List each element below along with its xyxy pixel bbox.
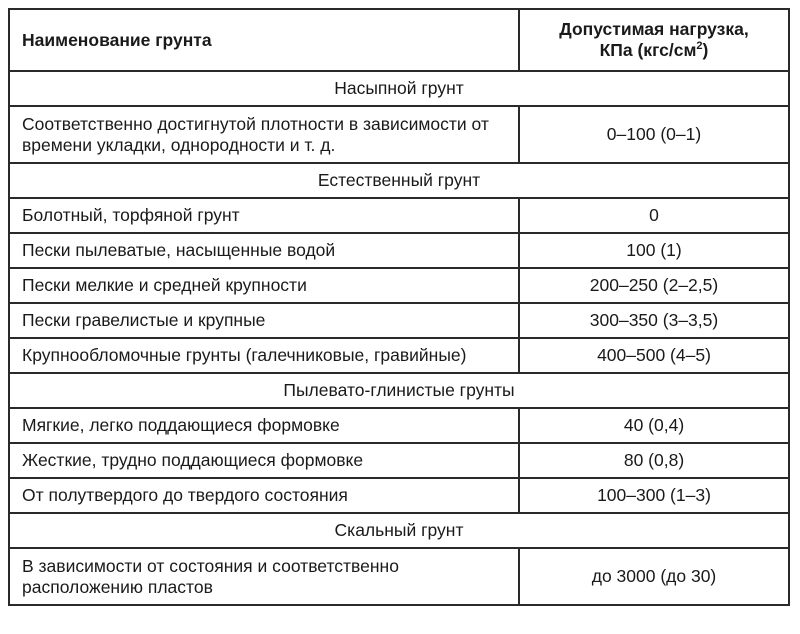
load-value-cell: 40 (0,4) xyxy=(519,408,789,443)
table-row xyxy=(9,443,789,478)
section-title: Скальный грунт xyxy=(9,513,789,548)
load-value-cell: 0 xyxy=(519,198,789,233)
load-value-cell: 80 (0,8) xyxy=(519,443,789,478)
header-allowed-load xyxy=(519,9,789,71)
soil-name-cell: Крупнообломочные грунты (галечниковые, гравийные) xyxy=(9,338,519,373)
soil-name-cell: Болотный, торфяной грунт xyxy=(9,198,519,233)
section-row xyxy=(9,373,789,408)
soil-name-cell: Пески пылеватые, насыщенные водой xyxy=(9,233,519,268)
table-row xyxy=(9,198,789,233)
header-load-tail: ) xyxy=(702,40,709,60)
section-row xyxy=(9,71,789,106)
table-row xyxy=(9,268,789,303)
section-title: Естественный грунт xyxy=(9,163,789,198)
load-value-cell: 400–500 (4–5) xyxy=(519,338,789,373)
soil-load-table xyxy=(8,8,790,606)
load-value-cell: 100–300 (1–3) xyxy=(519,478,789,513)
section-title: Насыпной грунт xyxy=(9,71,789,106)
table-row xyxy=(9,408,789,443)
load-value-cell: до 3000 (до 30) xyxy=(519,548,789,605)
section-title: Пылевато-глинистые грунты xyxy=(9,373,789,408)
soil-name-cell: Жесткие, трудно поддающиеся формовке xyxy=(9,443,519,478)
soil-name-cell: Мягкие, легко поддающиеся формовке xyxy=(9,408,519,443)
load-value-cell: 100 (1) xyxy=(519,233,789,268)
header-load-line1: Допустимая нагрузка, xyxy=(559,19,749,39)
table-row xyxy=(9,548,789,605)
table-row xyxy=(9,303,789,338)
soil-name-cell: От полутвердого до твердого состояния xyxy=(9,478,519,513)
table-row xyxy=(9,233,789,268)
header-row xyxy=(9,9,789,71)
soil-name-cell: Пески мелкие и средней крупности xyxy=(9,268,519,303)
section-row xyxy=(9,513,789,548)
load-value-cell: 0–100 (0–1) xyxy=(519,106,789,163)
table-row xyxy=(9,106,789,163)
soil-name-cell: Пески гравелистые и крупные xyxy=(9,303,519,338)
load-value-cell: 200–250 (2–2,5) xyxy=(519,268,789,303)
header-soil-name: Наименование грунта xyxy=(9,9,519,71)
header-load-line2: КПа (кгс/см xyxy=(599,40,697,60)
soil-name-cell: В зависимости от состояния и соответственно расположению пластов xyxy=(9,548,519,605)
table-row xyxy=(9,478,789,513)
load-value-cell: 300–350 (3–3,5) xyxy=(519,303,789,338)
section-row xyxy=(9,163,789,198)
soil-name-cell: Соответственно достигнутой плотности в зависимости от времени укладки, однородности и т. д. xyxy=(9,106,519,163)
header-load-sup: 2 xyxy=(696,40,703,53)
table-row xyxy=(9,338,789,373)
